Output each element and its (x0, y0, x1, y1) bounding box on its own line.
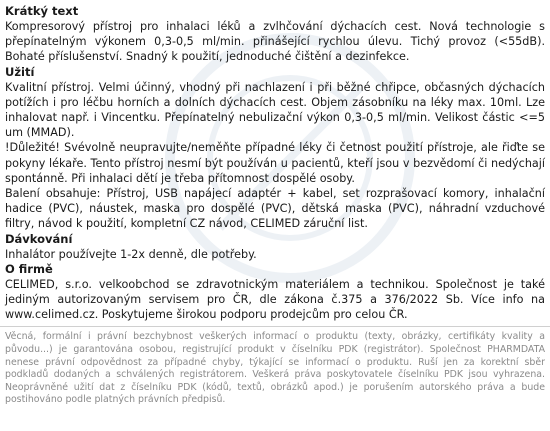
section-text-usage: Kvalitní přístroj. Velmi účinný, vhodný při nachlazení i při běžné chřipce, občasných dýchacích potížích i pro léčbu horních a dolních dýchacích cest. Objem zásobníku na léky max. 10ml. Lze inhalovat např. i Vincentku. Přepínatelný nebulizační výkon 0,3-0,5 ml/min. Velikost částic <=5 um (MMAD). !Důležité! Svévolně neupravujte/neměňte případné léky či četnost použití přístroje, ale řiďte se pokyny lékaře. Tento přístroj nesmí být používán u pacientů, kteří jsou v bezvědomí či nedýchají spontánně. Při inhalaci dětí je třeba přítomnost dospělé osoby. Balení obsahuje: Přístroj, USB napájecí adaptér + kabel, set rozprašovací komory, inhalační hadice (PVC), náustek, maska pro dospělé (PVC), dětská maska (PVC), náhradní vzduchové filtry, návod k použití, kompletní CZ návod, CELIMED záruční list. (5, 80, 545, 231)
section-heading-short-text: Krátký text (5, 4, 79, 18)
legal-disclaimer: Věcná, formální i právní bezchybnost veškerých informací o produktu (texty, obrázky, certifikáty kvality a původu...) je garantována osobou, registrující produkt v číselníku PDK (registrátor). Společnost PHARMDATA nenese právní odpovědnost za případné chyby, týkající se informací o produktu. Ruší jen za korektní sběr podkladů dodaných a schválených registrátorem. Veškerá práva poskytovatele číselníku PDK jsou vyhrazena. Neoprávněné užití dat z číselníku PDK (kódů, textů, obrázků apod.) je porušením autorského práva a bude postihováno podle platných právních předpisů. (5, 331, 545, 406)
section-heading-dosage: Dávkování (5, 231, 73, 246)
section-heading-about-company: O firmě (5, 261, 53, 276)
section-text-dosage: Inhalátor používejte 1-2x denně, dle potřeby. (5, 247, 257, 261)
section-heading-usage: Užití (5, 64, 35, 79)
product-info (5, 4, 545, 407)
section-text-about-company: CELIMED, s.r.o. velkoobchod se zdravotnickým materiálem a technikou. Společnost je také jediným autorizovaným servisem pro ČR, dle zákona č.375 a 376/2022 Sb. Více info na www.celimed.cz. Poskytujeme širokou podporu prodejcům pro celou ČR. (5, 277, 545, 322)
section-text-short-text: Kompresorový přístroj pro inhalaci léků a zvlhčování dýchacích cest. Nová technologie s přepínatelným výkonem 0,3-0,5 ml/min. přinášející rychlou úlevu. Tichý provoz (<55dB). Bohaté příslušenství. Snadný k použití, jednoduché čištění a dezinfekce. (5, 20, 545, 64)
divider (0, 326, 550, 327)
